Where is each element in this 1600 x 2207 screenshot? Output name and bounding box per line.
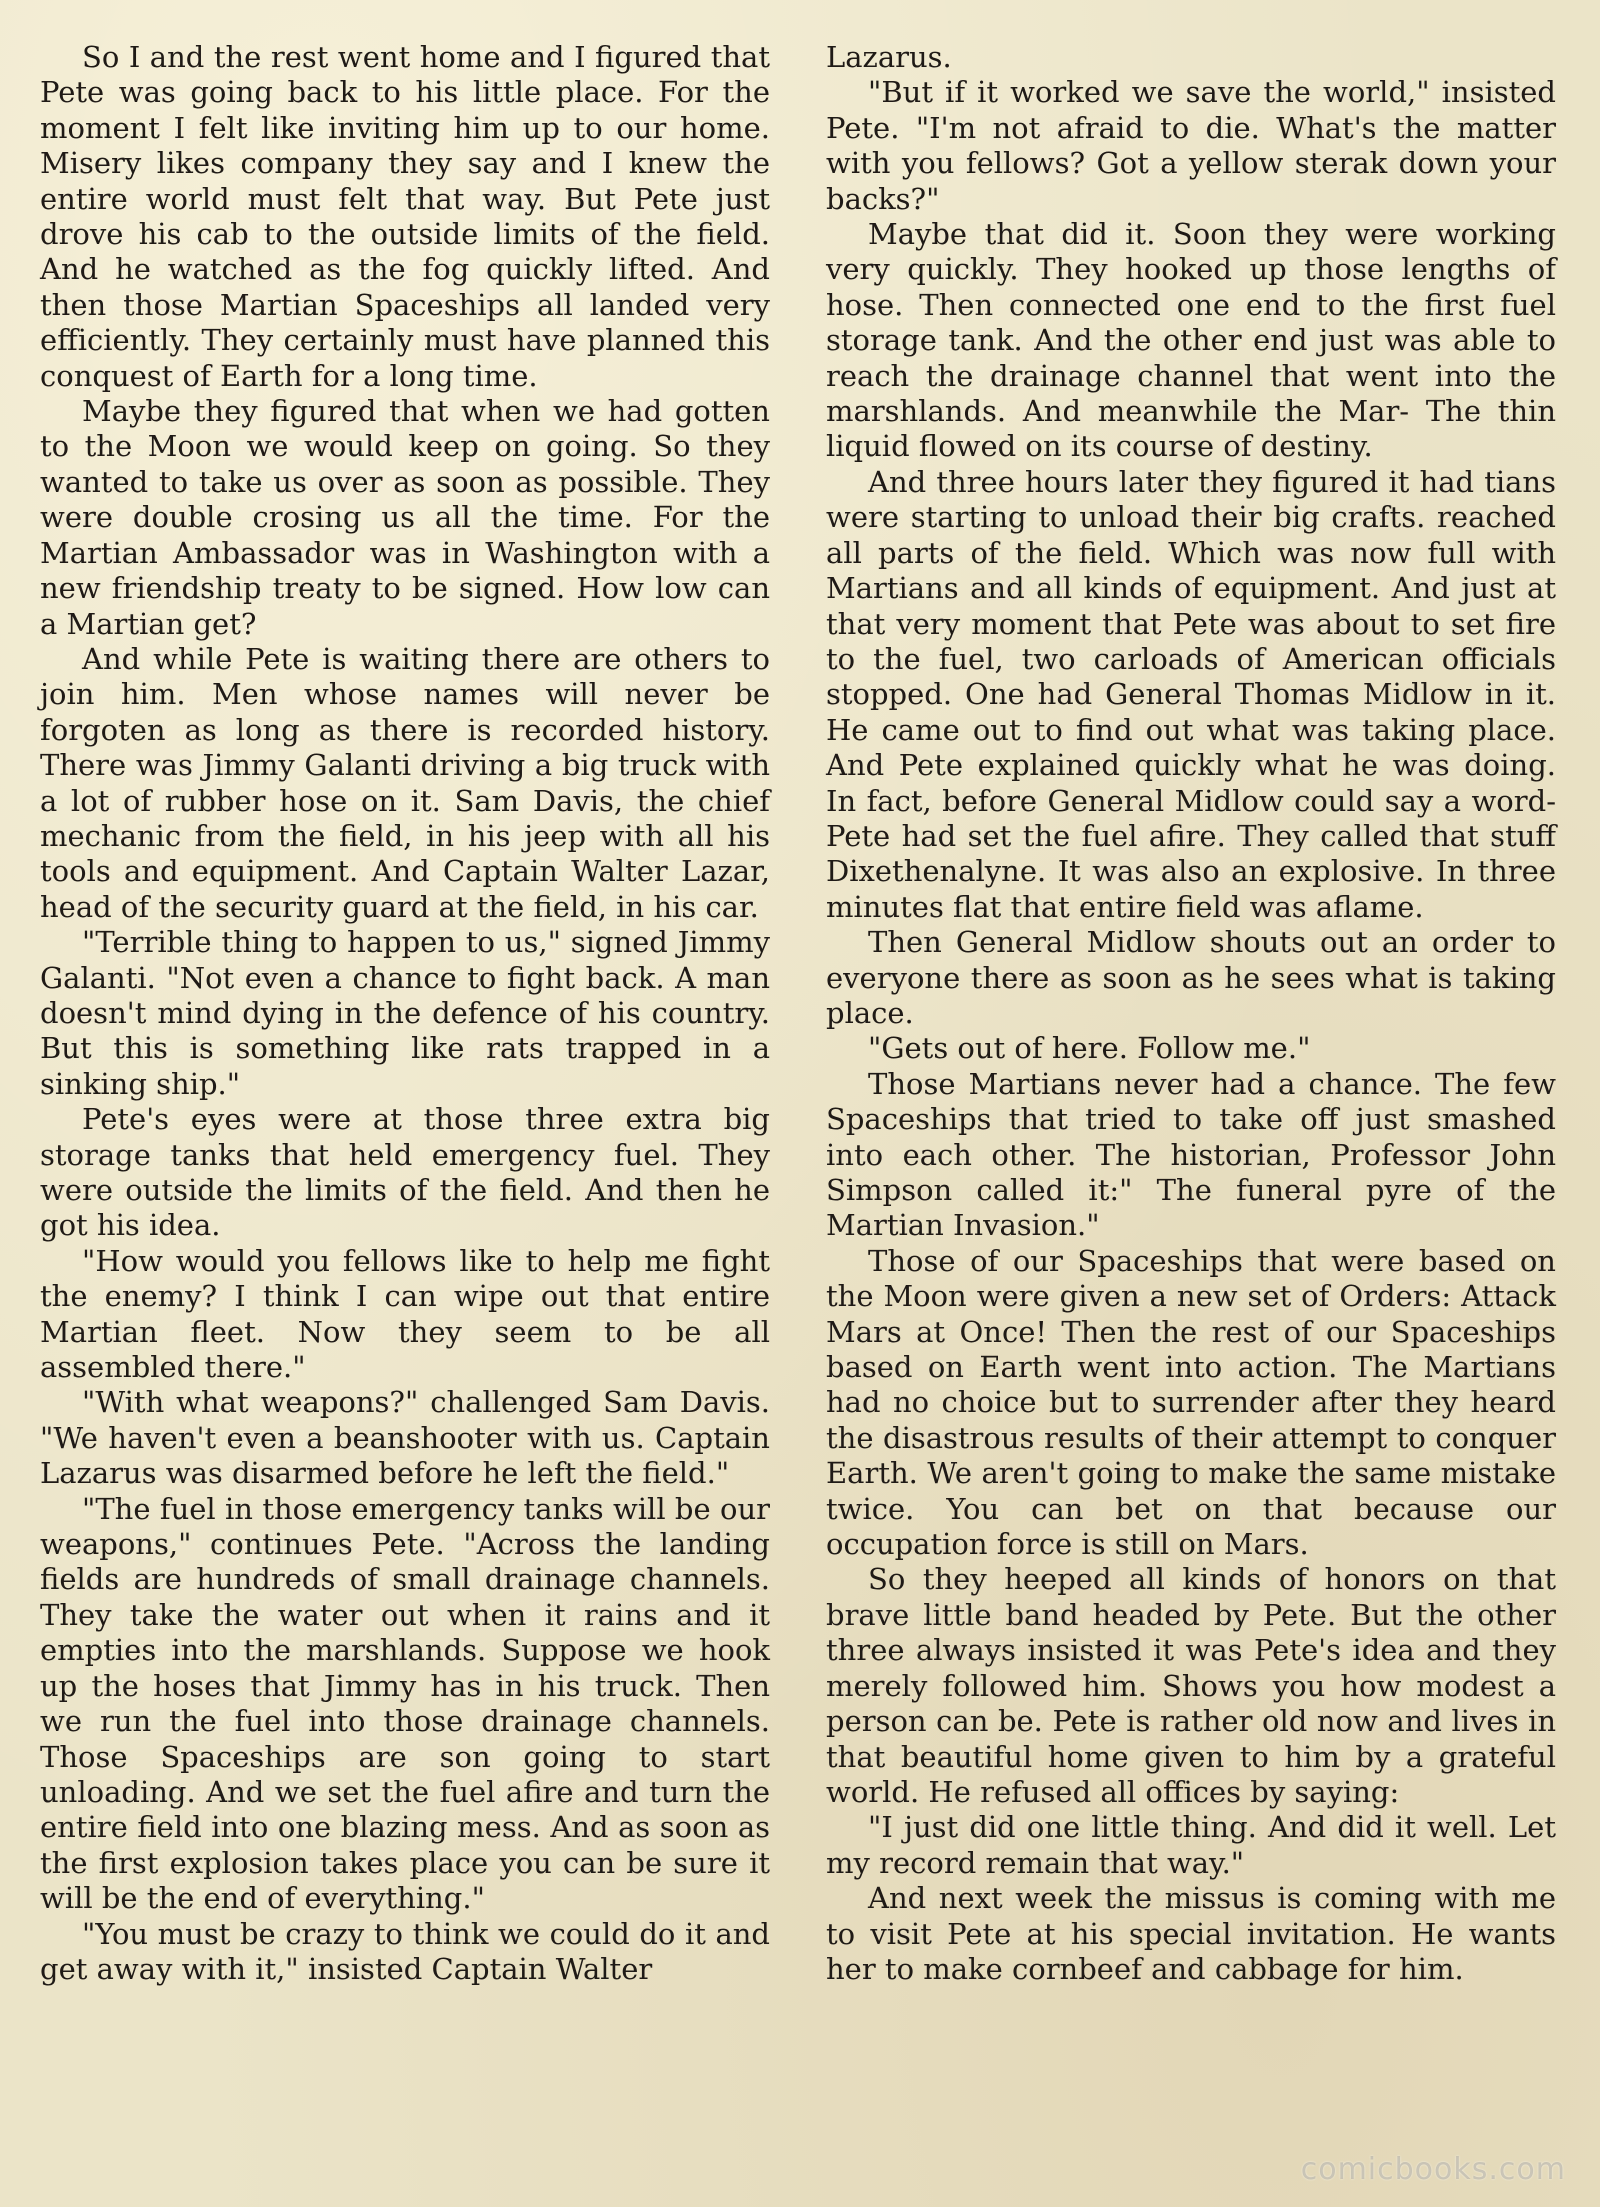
paragraph: So I and the rest went home and I figured that Pete was going back to his little place. For the moment I felt like inviting him up to our home. Misery likes company they say and I knew the entire world must felt that way. But Pete just drove his cab to the outside limits of the field. And he watched as the fog quickly lifted. And then those Martian Spaceships all landed very efficiently. They certainly must have planned this conquest of Earth for a long time. — [40, 40, 770, 393]
paragraph: And three hours later they figured it had tians were starting to unload their big crafts. reached all parts of the field. Which was now full with Martians and all kinds of equipment. And just at that very moment that Pete was about to set fire to the fuel, two carloads of American officials stopped. One had General Thomas Midlow in it. He came out to find out what was taking place. And Pete explained quickly what he was doing. In fact, before General Midlow could say a word-Pete had set the fuel afire. They called that stuff Dixethenalyne. It was also an explosive. In three minutes flat that entire field was aflame. — [826, 464, 1556, 924]
paragraph: "With what weapons?" challenged Sam Davis. "We haven't even a beanshooter with us. Captain Lazarus was disarmed before he left the field." — [40, 1385, 770, 1491]
paragraph: Maybe they figured that when we had gotten to the Moon we would keep on going. So they wanted to take us over as soon as possible. They were double crosing us all the time. For the Martian Ambassador was in Washington with a new friendship treaty to be signed. How low can a Martian get? — [40, 394, 770, 641]
right-text-column — [826, 40, 1556, 1987]
paragraph: Those Martians never had a chance. The few Spaceships that tried to take off just smashed into each other. The historian, Professor John Simpson called it:" The funeral pyre of the Martian Invasion." — [826, 1066, 1556, 1243]
paragraph: And next week the missus is coming with me to visit Pete at his special invitation. He wants her to make cornbeef and cabbage for him. — [826, 1881, 1556, 1986]
left-text-column — [40, 40, 770, 1987]
paragraph: "But if it worked we save the world," insisted Pete. "I'm not afraid to die. What's the matter with you fellows? Got a yellow sterak down your backs?" — [826, 75, 1556, 216]
paragraph: Maybe that did it. Soon they were working very quickly. They hooked up those lengths of hose. Then connected one end to the first fuel storage tank. And the other end just was able to reach the drainage channel that went into the marshlands. And meanwhile the Mar- The thin liquid flowed on its course of destiny. — [826, 217, 1556, 464]
paragraph: And while Pete is waiting there are others to join him. Men whose names will never be forgoten as long as there is recorded history. There was Jimmy Galanti driving a big truck with a lot of rubber hose on it. Sam Davis, the chief mechanic from the field, in his jeep with all his tools and equipment. And Captain Walter Lazar, head of the security guard at the field, in his car. — [40, 641, 770, 924]
paragraph: Those of our Spaceships that were based on the Moon were given a new set of Orders: Attack Mars at Once! Then the rest of our Spaceships based on Earth went into action. The Martians had no choice but to surrender after they heard the disastrous results of their attempt to conquer Earth. We aren't going to make the same mistake twice. You can bet on that because our occupation force is still on Mars. — [826, 1243, 1556, 1562]
paragraph: "You must be crazy to think we could do it and get away with it," insisted Captain Walter — [40, 1916, 770, 1986]
paragraph: Pete's eyes were at those three extra big storage tanks that held emergency fuel. They were outside the limits of the field. And then he got his idea. — [40, 1102, 770, 1243]
paragraph: "Terrible thing to happen to us," signed Jimmy Galanti. "Not even a chance to fight back. A man doesn't mind dying in the defence of his country. But this is something like rats trapped in a sinking ship." — [40, 925, 770, 1101]
paragraph: So they heeped all kinds of honors on that brave little band headed by Pete. But the other three always insisted it was Pete's idea and they merely followed him. Shows you how modest a person can be. Pete is rather old now and lives in that beautiful home given to him by a grateful world. He refused all offices by saying: — [826, 1562, 1556, 1809]
paragraph: "The fuel in those emergency tanks will be our weapons," continues Pete. "Across the landing fields are hundreds of small drainage channels. They take the water out when it rains and it empties into the marshlands. Suppose we hook up the hoses that Jimmy has in his truck. Then we run the fuel into those drainage channels. Those Spaceships are son going to start unloading. And we set the fuel afire and turn the entire field into one blazing mess. And as soon as the first explosion takes place you can be sure it will be the end of everything." — [40, 1491, 770, 1916]
paragraph: "Gets out of here. Follow me." — [868, 1031, 1311, 1066]
paragraph: Then General Midlow shouts out an order to everyone there as soon as he sees what is taking place. — [826, 925, 1556, 1030]
paragraph: "How would you fellows like to help me fight the enemy? I think I can wipe out that entire Martian fleet. Now they seem to be all assembled there." — [40, 1243, 770, 1385]
site-watermark: comicbooks.com — [1300, 2152, 1566, 2187]
paragraph-continued: Lazarus. — [826, 40, 952, 74]
paragraph: "I just did one little thing. And did it well. Let my record remain that way." — [826, 1810, 1556, 1880]
